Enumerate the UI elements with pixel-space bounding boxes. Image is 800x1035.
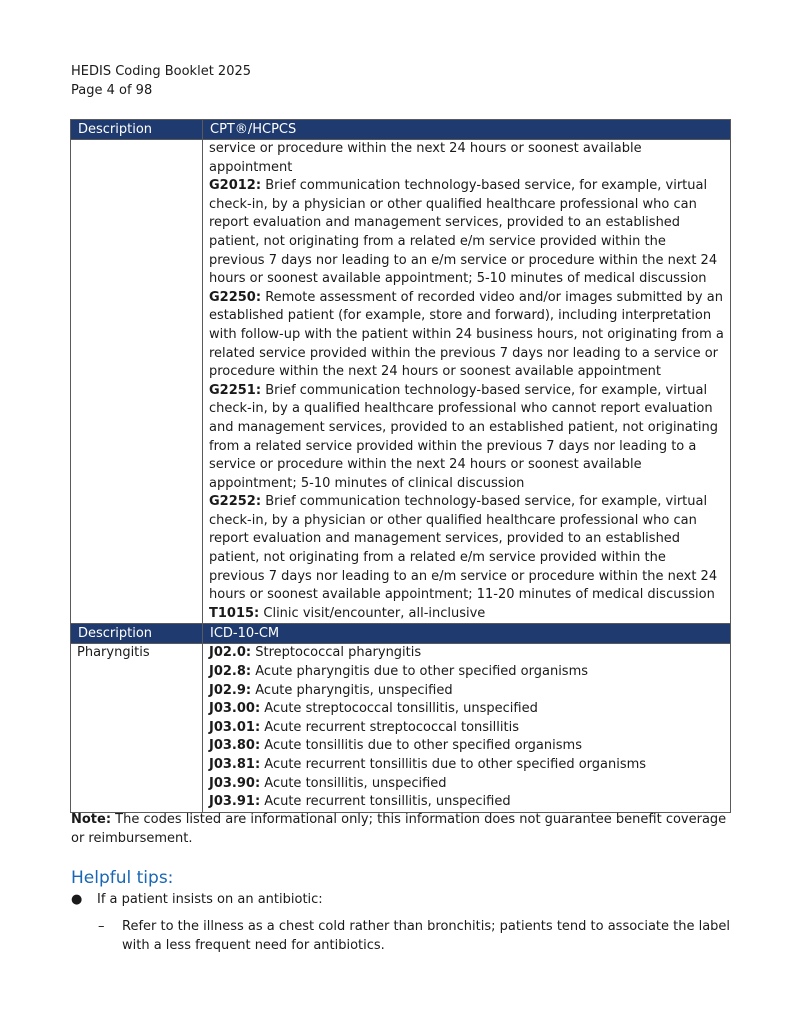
- tip-sub-item: [98, 918, 734, 955]
- code-entry: [209, 793, 724, 812]
- code-description: Acute pharyngitis, unspecified: [251, 682, 453, 698]
- code-entry: [209, 605, 724, 624]
- code-description: Acute recurrent streptococcal tonsillitis: [260, 719, 519, 735]
- code-label: J03.81:: [209, 757, 261, 772]
- code-description: Streptococcal pharyngitis: [251, 645, 422, 661]
- table-header-row: [71, 120, 731, 140]
- icd-code-list: [209, 644, 724, 811]
- cpt-code-list: [209, 177, 724, 623]
- code-entry: [209, 719, 724, 738]
- code-label: G2250:: [209, 289, 262, 305]
- code-description: Acute streptococcal tonsillitis, unspecified: [260, 701, 538, 717]
- bullet-icon: ●: [71, 892, 83, 907]
- code-description: Acute recurrent tonsillitis due to other specified organisms: [260, 757, 647, 772]
- code-label: J03.80:: [209, 738, 261, 754]
- code-entry: [209, 177, 724, 289]
- booklet-title: HEDIS Coding Booklet 2025: [71, 64, 252, 79]
- note-label: Note:: [71, 812, 112, 827]
- column-header-description: Description: [71, 624, 203, 644]
- code-entry: [209, 775, 724, 794]
- codes-cell: [203, 644, 731, 812]
- code-entry: [209, 737, 724, 756]
- code-entry: [209, 682, 724, 701]
- code-description: Acute recurrent tonsillitis, unspecified: [260, 794, 511, 810]
- code-description: Brief communication technology-based service, for example, virtual check-in, by a physician or other qualified healthcare professional who can report evaluation and management services, provided to an established patient, not originating from a related e/m service provided within the previous 7 days nor leading to an e/m service or procedure within the next 24 hours or soonest available appointment; 11-20 minutes of medical discussion: [209, 494, 718, 603]
- code-label: G2251:: [209, 382, 262, 398]
- code-label: J03.90:: [209, 775, 261, 791]
- code-label: J03.00:: [209, 701, 261, 717]
- table-header-row: [71, 624, 731, 644]
- dash-icon: –: [98, 919, 105, 934]
- table-row: [71, 140, 731, 624]
- note-paragraph: [71, 811, 731, 848]
- code-label: J02.0:: [209, 645, 252, 661]
- code-description: Brief communication technology-based service, for example, virtual check-in, by a physician or other qualified healthcare professional who can report evaluation and management services, provided to an established patient, not originating from a related e/m service provided within the previous 7 days nor leading to an e/m service or procedure within the next 24 hours or soonest available appointment; 5-10 minutes of medical discussion: [209, 178, 718, 287]
- code-entry: [209, 756, 724, 775]
- code-description: Clinic visit/encounter, all-inclusive: [259, 605, 486, 621]
- helpful-tips-heading: Helpful tips:: [71, 868, 174, 888]
- tip-sub-text: Refer to the illness as a chest cold rather than bronchitis; patients tend to associate the label with a less frequent need for antibiotics.: [122, 919, 731, 953]
- code-entry: [209, 289, 724, 382]
- note-text: The codes listed are informational only; this information does not guarantee benefit coverage or reimbursement.: [71, 812, 727, 846]
- tip-text: If a patient insists on an antibiotic:: [97, 892, 323, 907]
- table-row: [71, 644, 731, 812]
- continuation-text: service or procedure within the next 24 hours or soonest available appointment: [209, 141, 642, 175]
- code-label: G2012:: [209, 178, 262, 194]
- code-description: Remote assessment of recorded video and/or images submitted by an established patient (for example, store and forward), including interpretation with follow-up with the patient within 24 business hours, not originating from a related service provided within the previous 7 days nor leading to a service or procedure within the next 24 hours or soonest available appointment: [209, 289, 724, 380]
- code-label: J02.9:: [209, 682, 252, 698]
- code-label: G2252:: [209, 494, 262, 510]
- code-label: J03.91:: [209, 794, 261, 810]
- codes-cell: [203, 140, 731, 624]
- codes-table: [70, 119, 731, 813]
- column-header-icd-10-cm: ICD-10-CM: [203, 624, 731, 644]
- code-description: Acute pharyngitis due to other specified organisms: [251, 664, 589, 680]
- code-description: Acute tonsillitis due to other specified organisms: [260, 738, 582, 754]
- code-label: T1015:: [209, 605, 260, 621]
- code-entry: [209, 700, 724, 719]
- code-entry: [209, 663, 724, 682]
- description-cell: Pharyngitis: [71, 644, 203, 812]
- code-entry: [209, 644, 724, 663]
- code-label: J03.01:: [209, 719, 261, 735]
- page-header: [71, 62, 251, 100]
- column-header-description: Description: [71, 120, 203, 140]
- code-entry: [209, 382, 724, 494]
- code-description: Acute tonsillitis, unspecified: [260, 775, 447, 791]
- description-cell: [71, 140, 203, 624]
- column-header-cpt-hcpcs: CPT®/HCPCS: [203, 120, 731, 140]
- code-label: J02.8:: [209, 664, 252, 680]
- page-number: Page 4 of 98: [71, 83, 153, 98]
- code-description: Brief communication technology-based service, for example, virtual check-in, by a qualified healthcare professional who cannot report evaluation and management services, provided to an established patient, not originating from a related service provided within the previous 7 days nor leading to a service or procedure within the next 24 hours or soonest available appointment; 5-10 minutes of clinical discussion: [209, 382, 718, 491]
- code-entry: [209, 493, 724, 605]
